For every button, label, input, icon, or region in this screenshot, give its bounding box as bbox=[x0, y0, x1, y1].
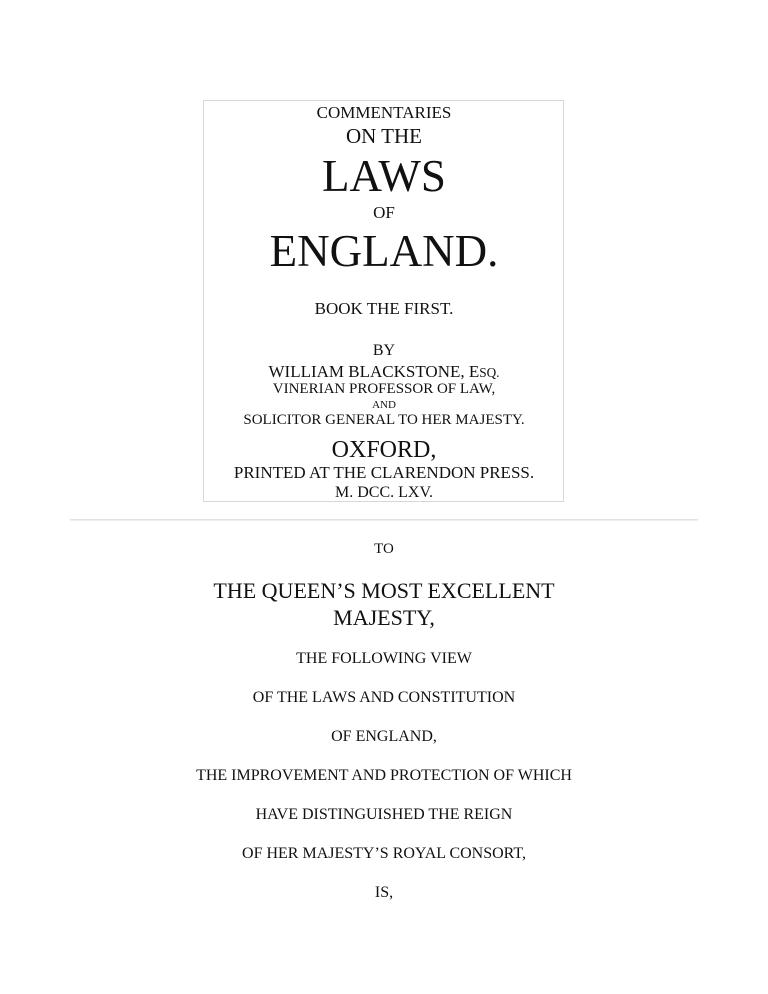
title-laws: LAWS bbox=[322, 151, 446, 201]
dedication-line: HAVE DISTINGUISHED THE REIGN bbox=[255, 806, 513, 823]
dedication-recipient-line1: THE QUEEN’S MOST EXCELLENT bbox=[213, 578, 555, 603]
publication-year: M. DCC. LXV. bbox=[335, 484, 433, 501]
author-position-and: AND bbox=[372, 399, 396, 411]
dedication-recipient-line2: MAJESTY, bbox=[333, 605, 435, 630]
author-name bbox=[0, 362, 768, 382]
author-name-suffix: SQ. bbox=[479, 365, 500, 380]
book-label: BOOK THE FIRST. bbox=[314, 299, 454, 318]
dedication-line: IS, bbox=[374, 884, 394, 901]
dedication-line: OF ENGLAND, bbox=[331, 728, 437, 745]
dedication-to: TO bbox=[374, 541, 394, 557]
dedication-line: OF THE LAWS AND CONSTITUTION bbox=[252, 689, 516, 706]
author-name-main: WILLIAM BLACKSTONE, E bbox=[268, 362, 480, 381]
dedication-line: THE IMPROVEMENT AND PROTECTION OF WHICH bbox=[196, 767, 572, 784]
author-position-vinerian: VINERIAN PROFESSOR OF LAW, bbox=[272, 381, 496, 397]
title-commentaries: COMMENTARIES bbox=[316, 103, 452, 122]
publication-place: OXFORD, bbox=[331, 437, 437, 463]
page-divider bbox=[70, 519, 698, 521]
by-label: BY bbox=[372, 342, 396, 359]
title-on-the: ON THE bbox=[345, 124, 423, 148]
printer-line: PRINTED AT THE CLARENDON PRESS. bbox=[233, 463, 535, 482]
dedication-line: THE FOLLOWING VIEW bbox=[296, 650, 472, 667]
title-england: ENGLAND. bbox=[269, 226, 499, 276]
dedication-line: OF HER MAJESTY’S ROYAL CONSORT, bbox=[242, 845, 526, 862]
title-of: OF bbox=[373, 203, 395, 222]
author-position-solicitor: SOLICITOR GENERAL TO HER MAJESTY. bbox=[243, 412, 525, 428]
